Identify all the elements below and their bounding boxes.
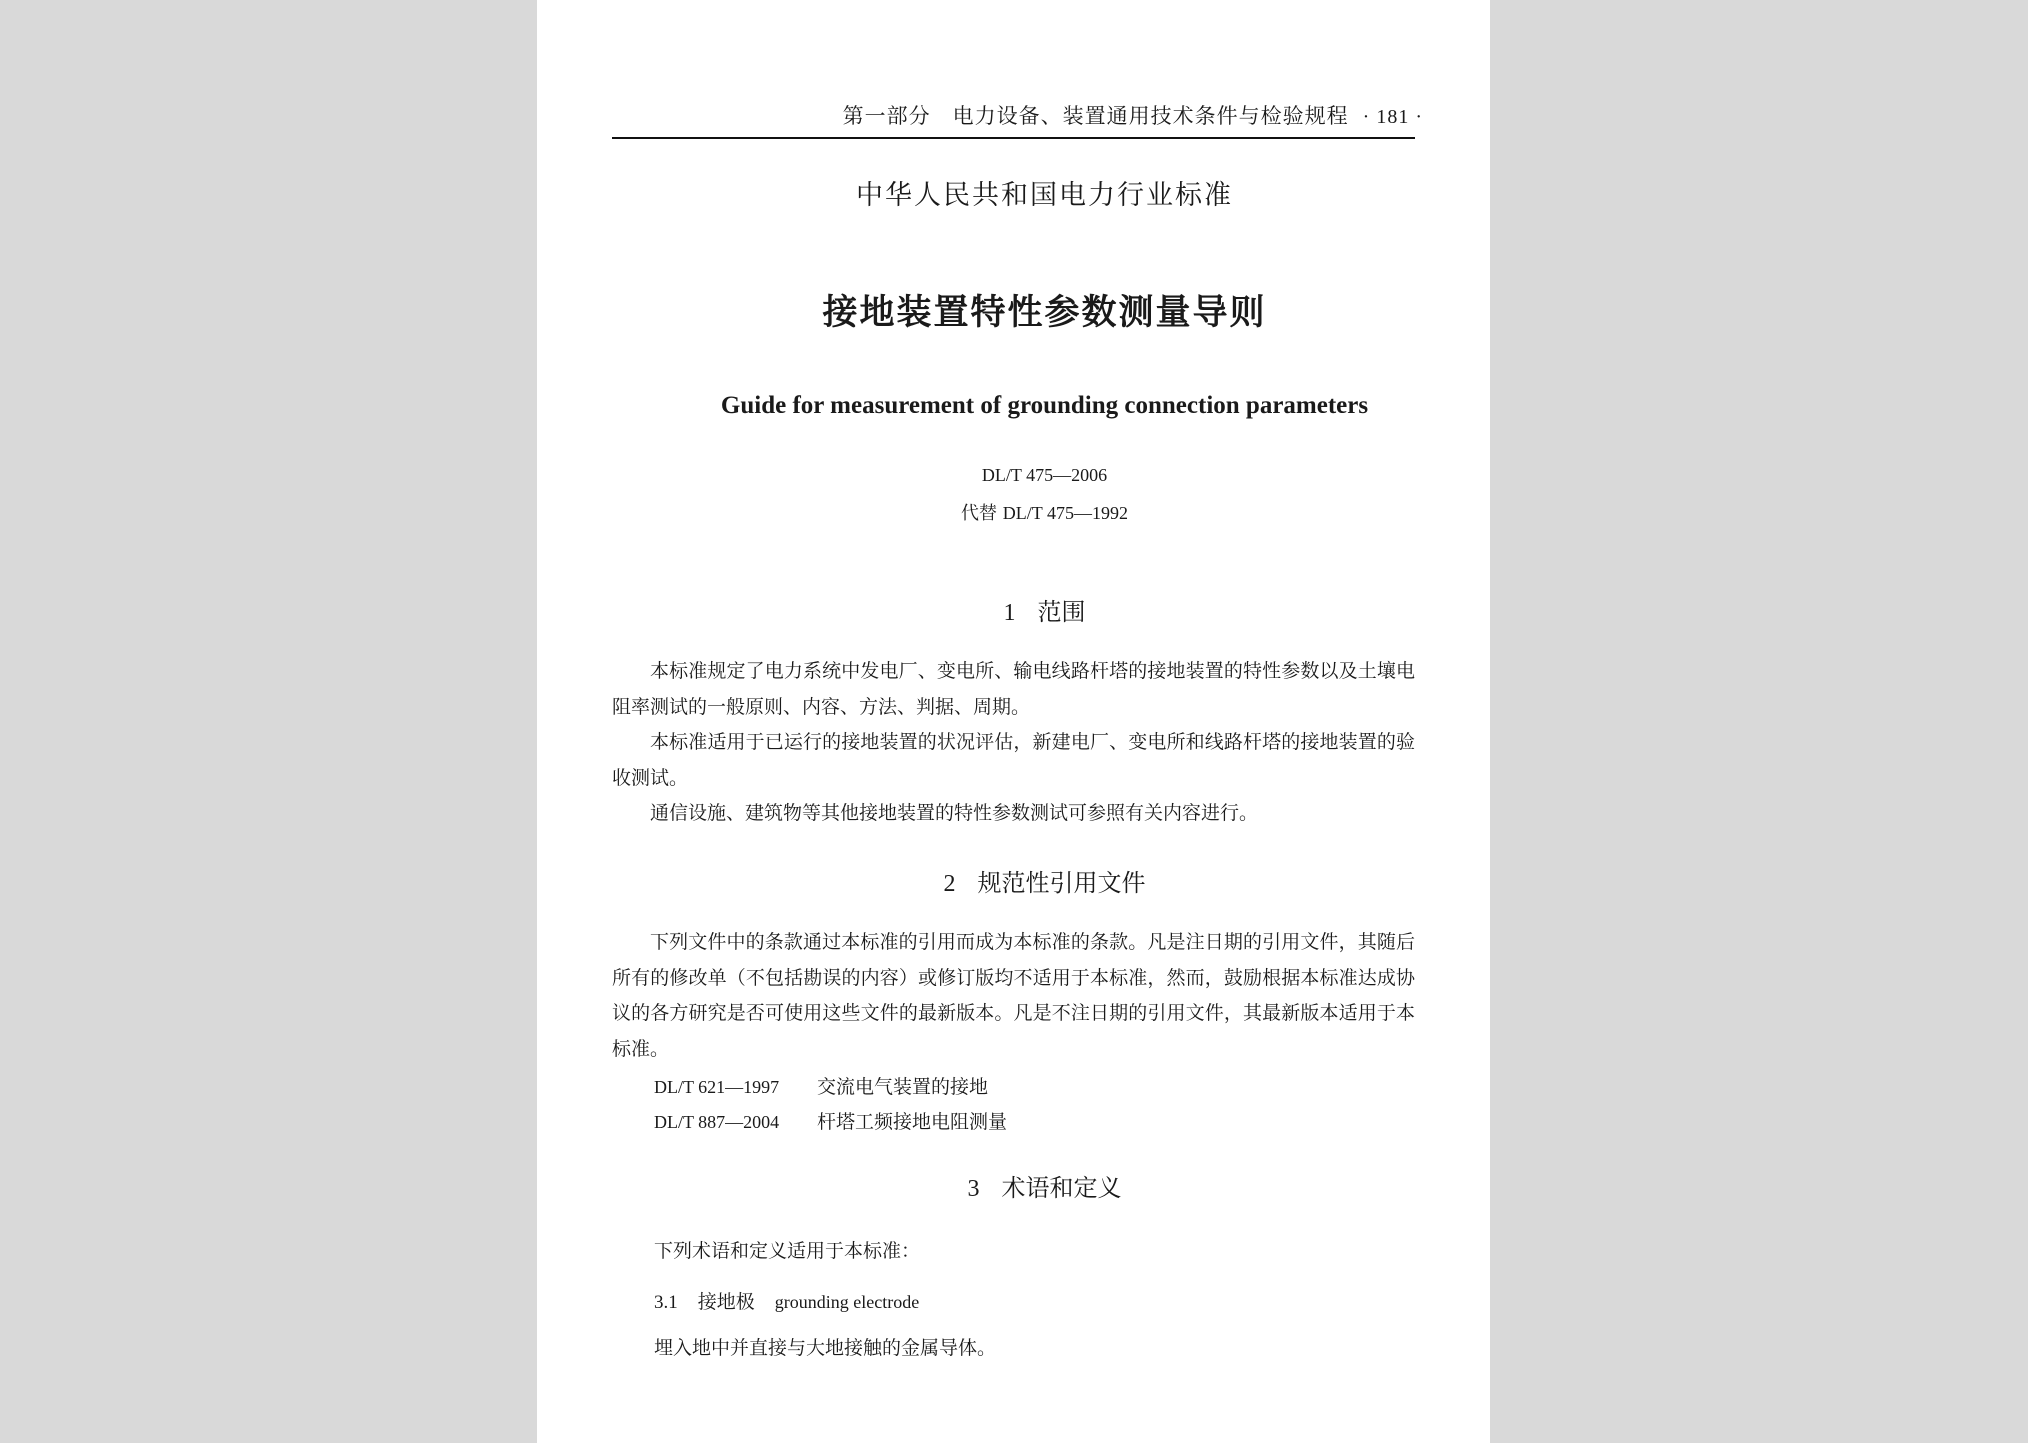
section-1-heading: [537, 592, 1552, 627]
section-3-intro: 下列术语和定义适用于本标准：: [654, 1240, 921, 1262]
running-header-title: 第一部分 电力设备、装置通用技术条件与检验规程: [842, 104, 1349, 128]
replaces-line: [537, 499, 1552, 525]
paragraph: 本标准规定了电力系统中发电厂、变电所、输电线路杆塔的接地装置的特性参数以及土壤电阻率测试的一般原则、内容、方法、判据、周期。: [612, 660, 1415, 718]
replaces-code: DL/T 475—1992: [1002, 503, 1128, 523]
term-definition: 埋入地中并直接与大地接触的金属导体。: [654, 1337, 997, 1359]
reference-item: [654, 1072, 988, 1099]
paragraph: 通信设施、建筑物等其他接地装置的特性参数测试可参照有关内容进行。: [650, 802, 1259, 824]
section-number: 1: [1003, 600, 1016, 626]
replaces-label: 代替: [961, 503, 998, 524]
section-title: 规范性引用文件: [977, 869, 1146, 897]
standard-code: DL/T 475—2006: [981, 465, 1108, 485]
document-page: [537, 0, 1490, 1443]
section-title: 范围: [1037, 598, 1086, 626]
reference-code: DL/T 621—1997: [654, 1077, 780, 1097]
section-2-heading: [537, 863, 1552, 898]
term-number: 3.1: [654, 1292, 678, 1313]
term-name-cn: 接地极: [697, 1291, 755, 1313]
reference-code: DL/T 887—2004: [654, 1112, 780, 1132]
industry-standard-label: 中华人民共和国电力行业标准: [856, 180, 1233, 211]
section-title: 术语和定义: [1001, 1174, 1122, 1202]
section-2-body: [612, 925, 1415, 1067]
reference-title: 交流电气装置的接地: [817, 1076, 989, 1098]
document-title-cn: 接地装置特性参数测量导则: [822, 293, 1267, 333]
page-number: · 181 ·: [1362, 106, 1423, 128]
term-name-en: grounding electrode: [774, 1292, 920, 1312]
section-1-body: [612, 654, 1415, 832]
paragraph: 下列文件中的条款通过本标准的引用而成为本标准的条款。凡是注日期的引用文件，其随后所有的修改单（不包括勘误的内容）或修订版均不适用于本标准，然而，鼓励根据本标准达成协议的各方研究是否可使用这些文件的最新版本。凡是不注日期的引用文件，其最新版本适用于本标准。: [612, 931, 1415, 1060]
section-3-heading: [537, 1168, 1552, 1203]
paragraph: 本标准适用于已运行的接地装置的状况评估，新建电厂、变电所和线路杆塔的接地装置的验收测试。: [612, 731, 1415, 789]
running-header: [537, 100, 1423, 130]
section-number: 2: [943, 871, 956, 897]
document-title-en: Guide for measurement of grounding connection parameters: [720, 392, 1369, 419]
header-rule: [612, 137, 1415, 139]
section-number: 3: [967, 1176, 980, 1202]
term-entry: [654, 1287, 919, 1314]
reference-title: 杆塔工频接地电阻测量: [817, 1111, 1008, 1133]
reference-item: [654, 1107, 1007, 1134]
